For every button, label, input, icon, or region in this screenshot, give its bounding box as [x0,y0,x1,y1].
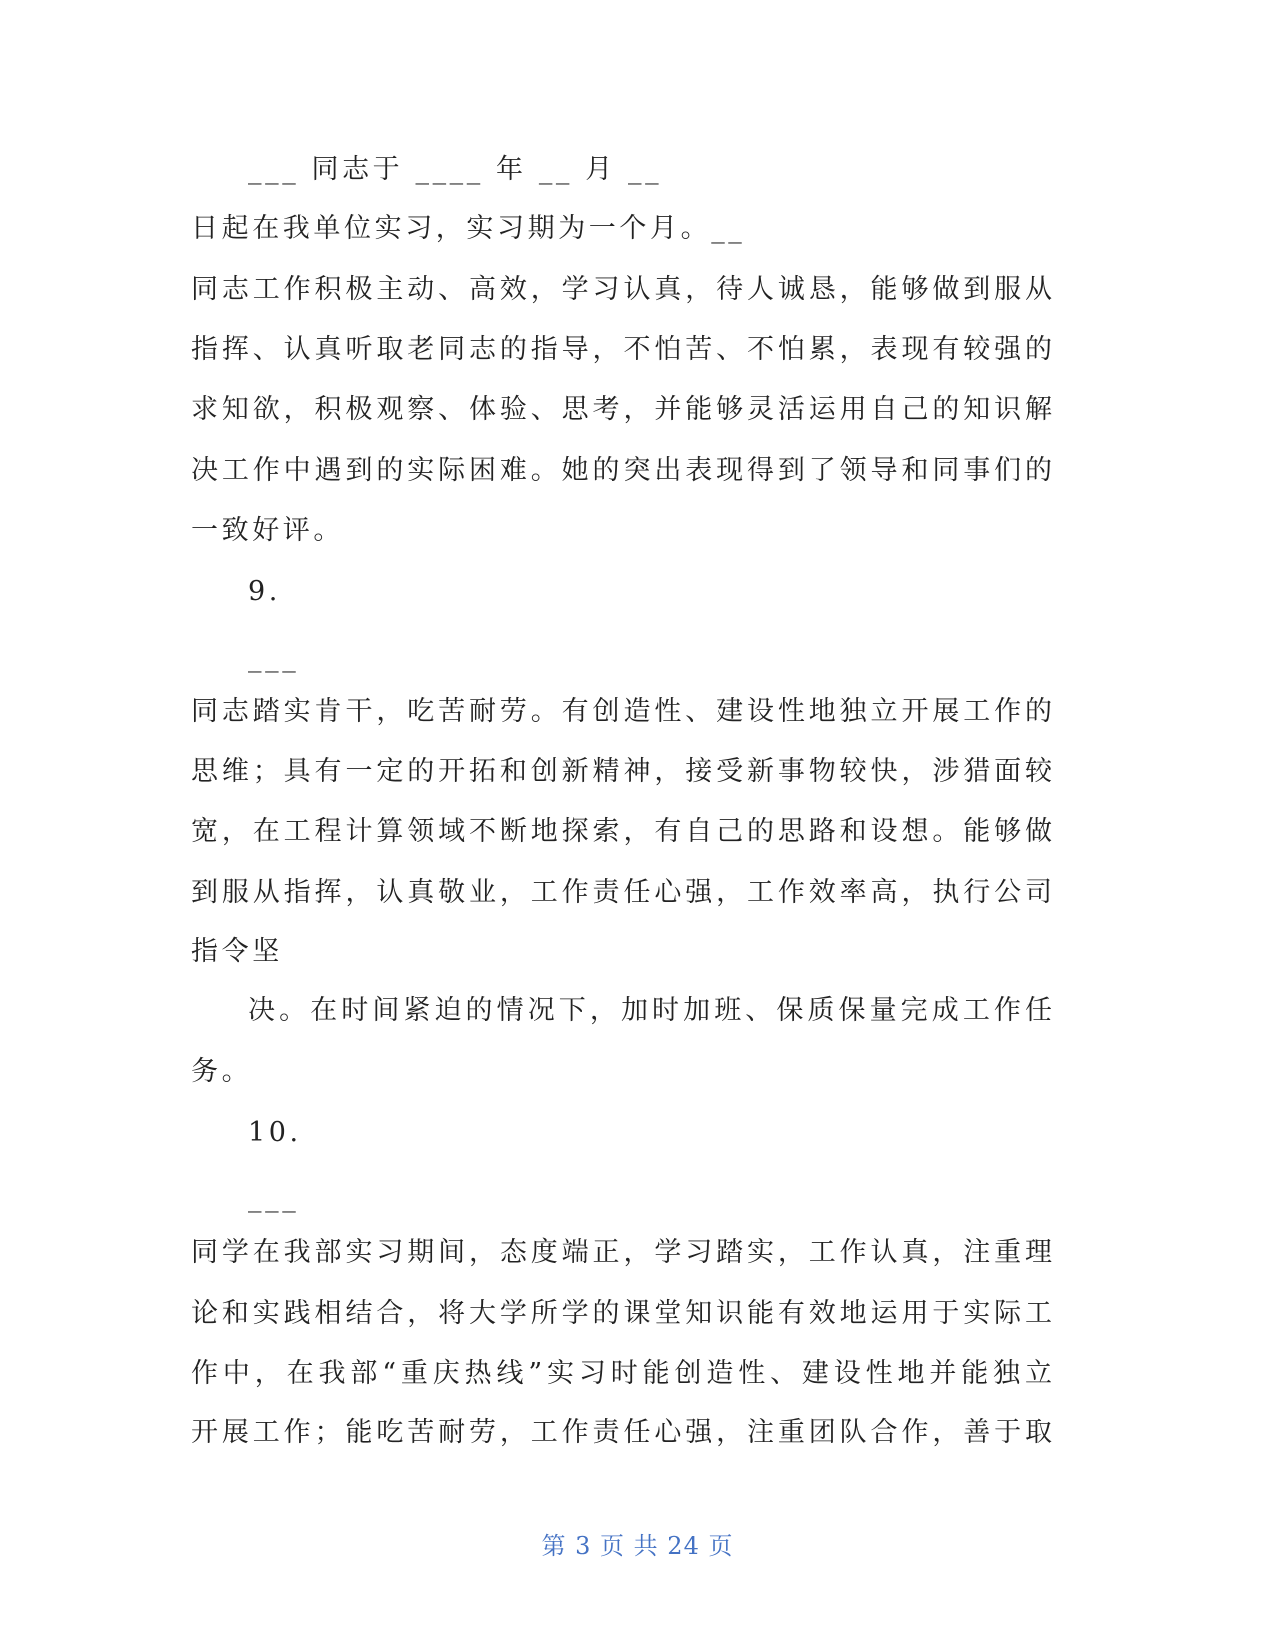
text-line: 日起在我单位实习，实习期为一个月。__ [191,213,746,244]
name-blank: ___ [248,642,300,673]
text-line: 思维；具有一定的开拓和创新精神，接受新事物较快，涉猎面较 [191,756,1052,787]
text-line: 指挥、认真听取老同志的指导，不怕苦、不怕累，表现有较强的 [191,334,1052,365]
text-line: 同学在我部实习期间，态度端正，学习踏实，工作认真，注重理 [191,1237,1052,1268]
page-number-footer: 第 3 页 共 24 页 [541,1532,734,1560]
text-line: 决工作中遇到的实际困难。她的突出表现得到了领导和同事们的 [191,455,1052,486]
text-line: 开展工作；能吃苦耐劳，工作责任心强，注重团队合作，善于取 [191,1417,1052,1448]
text-line-blank-date: ___ 同志于 ____ 年 __ 月 __ [248,154,663,185]
item-number-10: 10. [248,1117,302,1148]
text-line: 同志工作积极主动、高效，学习认真，待人诚恳，能够做到服从 [191,274,1052,305]
text-line: 指令坚 [191,936,283,967]
text-line: 决。在时间紧迫的情况下，加时加班、保质保量完成工作任 [248,995,1052,1026]
text-line: 求知欲，积极观察、体验、思考，并能够灵活运用自己的知识解 [191,394,1052,425]
text-line: 作中，在我部“重庆热线”实习时能创造性、建设性地并能独立 [191,1358,1052,1389]
text-line: 一致好评。 [191,515,344,546]
text-line: 宽，在工程计算领域不断地探索，有自己的思路和设想。能够做 [191,816,1052,847]
text-line: 务。 [191,1056,253,1087]
text-line: 论和实践相结合，将大学所学的课堂知识能有效地运用于实际工 [191,1298,1052,1329]
name-blank: ___ [248,1182,300,1213]
item-number-9: 9. [248,576,281,607]
text-line: 同志踏实肯干，吃苦耐劳。有创造性、建设性地独立开展工作的 [191,696,1052,727]
text-line: 到服从指挥，认真敬业，工作责任心强，工作效率高，执行公司 [191,877,1052,908]
